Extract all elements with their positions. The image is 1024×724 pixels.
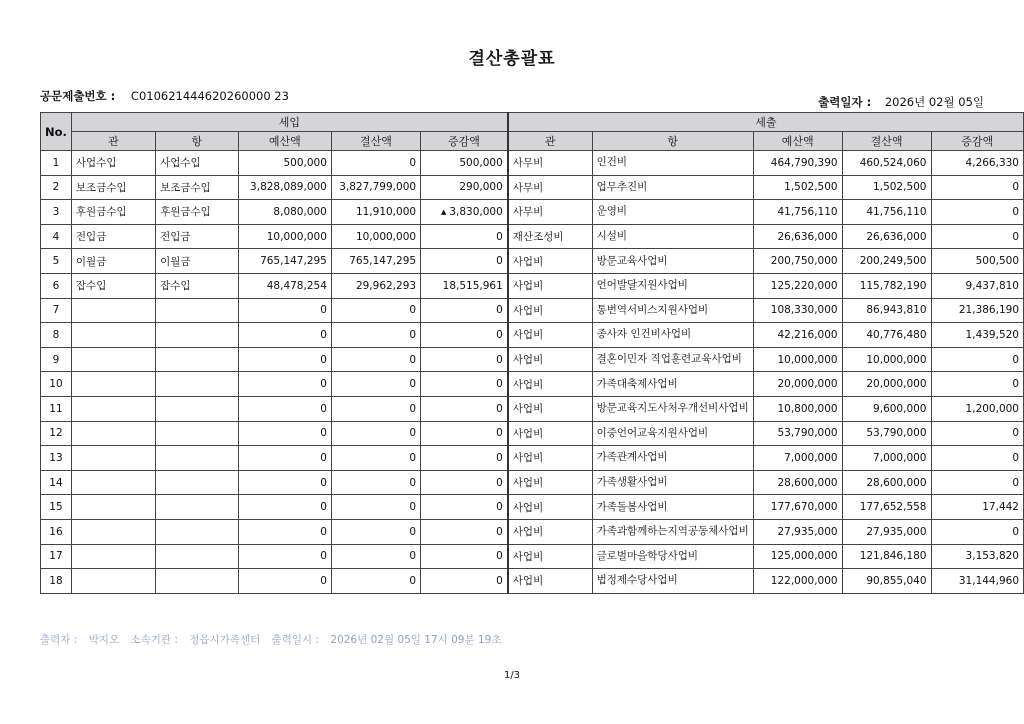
expenditure-hang: 운영비 bbox=[592, 200, 753, 225]
table-row bbox=[41, 396, 1024, 421]
revenue-gwan bbox=[71, 298, 155, 323]
header-revenue-gwan: 관 bbox=[71, 132, 155, 151]
expenditure-settled: 28,600,000 bbox=[842, 470, 931, 495]
settlement-summary-table bbox=[40, 112, 1024, 594]
revenue-change: 290,000 bbox=[421, 175, 508, 200]
expenditure-gwan: 사업비 bbox=[508, 372, 592, 397]
revenue-gwan bbox=[71, 396, 155, 421]
expenditure-change: 1,439,520 bbox=[931, 323, 1024, 348]
revenue-settled: 10,000,000 bbox=[331, 224, 420, 249]
document-number-value: C010621444620260000 23 bbox=[130, 89, 289, 103]
row-no: 8 bbox=[41, 323, 72, 348]
row-no: 17 bbox=[41, 544, 72, 569]
expenditure-hang: 방문교육사업비 bbox=[592, 249, 753, 274]
printer-name: 박지오 bbox=[88, 634, 120, 646]
row-no: 12 bbox=[41, 421, 72, 446]
revenue-budget: 8,080,000 bbox=[238, 200, 331, 225]
expenditure-gwan: 사업비 bbox=[508, 323, 592, 348]
expenditure-budget: 27,935,000 bbox=[753, 519, 842, 544]
page-title: 결산총괄표 bbox=[468, 49, 556, 69]
header-expenditure-settled: 결산액 bbox=[842, 132, 931, 151]
revenue-gwan bbox=[71, 495, 155, 520]
row-no: 15 bbox=[41, 495, 72, 520]
expenditure-gwan: 사업비 bbox=[508, 396, 592, 421]
revenue-settled: 0 bbox=[331, 151, 420, 176]
revenue-change: 18,515,961 bbox=[421, 273, 508, 298]
expenditure-hang: 방문교육지도사처우개선비사업비 bbox=[592, 396, 753, 421]
expenditure-change: 0 bbox=[931, 519, 1024, 544]
expenditure-budget: 20,000,000 bbox=[753, 372, 842, 397]
revenue-budget: 10,000,000 bbox=[238, 224, 331, 249]
table-row bbox=[41, 175, 1024, 200]
org-label: 소속기관 : bbox=[130, 634, 178, 646]
expenditure-change: 0 bbox=[931, 347, 1024, 372]
row-no: 2 bbox=[41, 175, 72, 200]
revenue-change: 0 bbox=[421, 569, 508, 594]
header-revenue-hang: 항 bbox=[156, 132, 239, 151]
row-no: 16 bbox=[41, 519, 72, 544]
revenue-budget: 0 bbox=[238, 495, 331, 520]
expenditure-change: 0 bbox=[931, 446, 1024, 471]
revenue-gwan bbox=[71, 421, 155, 446]
revenue-settled: 0 bbox=[331, 298, 420, 323]
row-no: 3 bbox=[41, 200, 72, 225]
expenditure-change: 17,442 bbox=[931, 495, 1024, 520]
expenditure-budget: 53,790,000 bbox=[753, 421, 842, 446]
revenue-change: 500,000 bbox=[421, 151, 508, 176]
expenditure-gwan: 사업비 bbox=[508, 421, 592, 446]
revenue-settled: 0 bbox=[331, 372, 420, 397]
expenditure-budget: 26,636,000 bbox=[753, 224, 842, 249]
revenue-gwan bbox=[71, 569, 155, 594]
revenue-change: 0 bbox=[421, 249, 508, 274]
revenue-hang bbox=[156, 569, 239, 594]
revenue-settled: 3,827,799,000 bbox=[331, 175, 420, 200]
expenditure-change: 500,500 bbox=[931, 249, 1024, 274]
table-row bbox=[41, 224, 1024, 249]
header-expenditure-gwan: 관 bbox=[508, 132, 592, 151]
document-number-label: 공문제출번호 : bbox=[40, 89, 116, 103]
revenue-budget: 0 bbox=[238, 519, 331, 544]
revenue-settled: 0 bbox=[331, 396, 420, 421]
expenditure-gwan: 사업비 bbox=[508, 544, 592, 569]
table-row bbox=[41, 249, 1024, 274]
expenditure-budget: 122,000,000 bbox=[753, 569, 842, 594]
revenue-hang bbox=[156, 421, 239, 446]
expenditure-hang: 가족대축제사업비 bbox=[592, 372, 753, 397]
expenditure-change: 0 bbox=[931, 421, 1024, 446]
expenditure-settled: 200,249,500 bbox=[842, 249, 931, 274]
revenue-hang: 잡수입 bbox=[156, 273, 239, 298]
print-date bbox=[818, 94, 984, 110]
expenditure-settled: 7,000,000 bbox=[842, 446, 931, 471]
expenditure-hang: 통번역서비스지원사업비 bbox=[592, 298, 753, 323]
header-expenditure-hang: 항 bbox=[592, 132, 753, 151]
expenditure-change: 3,153,820 bbox=[931, 544, 1024, 569]
expenditure-change: 0 bbox=[931, 372, 1024, 397]
table-row bbox=[41, 569, 1024, 594]
table-row bbox=[41, 200, 1024, 225]
expenditure-settled: 20,000,000 bbox=[842, 372, 931, 397]
header-revenue-change: 증감액 bbox=[421, 132, 508, 151]
revenue-budget: 0 bbox=[238, 446, 331, 471]
expenditure-budget: 1,502,500 bbox=[753, 175, 842, 200]
expenditure-change: 0 bbox=[931, 470, 1024, 495]
expenditure-hang: 이중언어교육지원사업비 bbox=[592, 421, 753, 446]
table-row bbox=[41, 446, 1024, 471]
revenue-hang: 전입금 bbox=[156, 224, 239, 249]
print-date-value: 2026년 02월 05일 bbox=[884, 95, 984, 109]
row-no: 7 bbox=[41, 298, 72, 323]
expenditure-budget: 41,756,110 bbox=[753, 200, 842, 225]
expenditure-hang: 가족관계사업비 bbox=[592, 446, 753, 471]
expenditure-settled: 115,782,190 bbox=[842, 273, 931, 298]
revenue-settled: 0 bbox=[331, 470, 420, 495]
header-revenue-settled: 결산액 bbox=[331, 132, 420, 151]
revenue-hang bbox=[156, 446, 239, 471]
revenue-budget: 0 bbox=[238, 470, 331, 495]
document-number bbox=[40, 88, 289, 104]
expenditure-settled: 177,652,558 bbox=[842, 495, 931, 520]
revenue-hang bbox=[156, 347, 239, 372]
revenue-gwan: 후원금수입 bbox=[71, 200, 155, 225]
revenue-hang bbox=[156, 396, 239, 421]
revenue-change-value: 3,830,000 bbox=[449, 205, 503, 218]
expenditure-settled: 26,636,000 bbox=[842, 224, 931, 249]
revenue-hang bbox=[156, 470, 239, 495]
revenue-change: 0 bbox=[421, 396, 508, 421]
expenditure-gwan: 사업비 bbox=[508, 569, 592, 594]
revenue-settled: 0 bbox=[331, 495, 420, 520]
revenue-settled: 0 bbox=[331, 544, 420, 569]
revenue-hang: 보조금수입 bbox=[156, 175, 239, 200]
expenditure-gwan: 재산조성비 bbox=[508, 224, 592, 249]
expenditure-settled: 86,943,810 bbox=[842, 298, 931, 323]
revenue-change: 0 bbox=[421, 544, 508, 569]
revenue-gwan: 전입금 bbox=[71, 224, 155, 249]
header-expenditure: 세출 bbox=[508, 113, 1024, 132]
expenditure-budget: 7,000,000 bbox=[753, 446, 842, 471]
expenditure-change: 0 bbox=[931, 200, 1024, 225]
expenditure-settled: 9,600,000 bbox=[842, 396, 931, 421]
expenditure-gwan: 사업비 bbox=[508, 495, 592, 520]
revenue-settled: 765,147,295 bbox=[331, 249, 420, 274]
expenditure-gwan: 사업비 bbox=[508, 249, 592, 274]
expenditure-budget: 28,600,000 bbox=[753, 470, 842, 495]
expenditure-gwan: 사업비 bbox=[508, 298, 592, 323]
header-revenue-budget: 예산액 bbox=[238, 132, 331, 151]
revenue-budget: 0 bbox=[238, 372, 331, 397]
revenue-hang bbox=[156, 298, 239, 323]
expenditure-budget: 42,216,000 bbox=[753, 323, 842, 348]
expenditure-settled: 1,502,500 bbox=[842, 175, 931, 200]
revenue-change: 0 bbox=[421, 298, 508, 323]
expenditure-settled: 27,935,000 bbox=[842, 519, 931, 544]
expenditure-hang: 인건비 bbox=[592, 151, 753, 176]
expenditure-change: 0 bbox=[931, 175, 1024, 200]
row-no: 10 bbox=[41, 372, 72, 397]
expenditure-budget: 125,220,000 bbox=[753, 273, 842, 298]
revenue-change: 0 bbox=[421, 495, 508, 520]
revenue-budget: 0 bbox=[238, 347, 331, 372]
expenditure-change: 31,144,960 bbox=[931, 569, 1024, 594]
print-footer bbox=[40, 632, 509, 647]
expenditure-settled: 460,524,060 bbox=[842, 151, 931, 176]
row-no: 14 bbox=[41, 470, 72, 495]
table-row bbox=[41, 495, 1024, 520]
revenue-hang bbox=[156, 495, 239, 520]
expenditure-hang: 가족생활사업비 bbox=[592, 470, 753, 495]
expenditure-hang: 종사자 인건비사업비 bbox=[592, 323, 753, 348]
row-no: 5 bbox=[41, 249, 72, 274]
row-no: 11 bbox=[41, 396, 72, 421]
revenue-gwan: 이월금 bbox=[71, 249, 155, 274]
expenditure-gwan: 사업비 bbox=[508, 347, 592, 372]
table-row bbox=[41, 470, 1024, 495]
expenditure-settled: 41,756,110 bbox=[842, 200, 931, 225]
expenditure-settled: 40,776,480 bbox=[842, 323, 931, 348]
page-number: 1/3 bbox=[503, 670, 521, 681]
printer-label: 출력자 : bbox=[40, 634, 78, 646]
revenue-gwan bbox=[71, 347, 155, 372]
revenue-settled: 0 bbox=[331, 569, 420, 594]
print-time: 2026년 02월 05일 17시 09분 19초 bbox=[330, 634, 502, 646]
expenditure-hang: 가족과함께하는지역공동체사업비 bbox=[592, 519, 753, 544]
row-no: 1 bbox=[41, 151, 72, 176]
expenditure-gwan: 사무비 bbox=[508, 151, 592, 176]
revenue-budget: 0 bbox=[238, 544, 331, 569]
table-row bbox=[41, 298, 1024, 323]
revenue-settled: 0 bbox=[331, 347, 420, 372]
revenue-budget: 0 bbox=[238, 323, 331, 348]
expenditure-hang: 결혼이민자 직업훈련교육사업비 bbox=[592, 347, 753, 372]
table-row bbox=[41, 519, 1024, 544]
expenditure-gwan: 사업비 bbox=[508, 446, 592, 471]
expenditure-change: 0 bbox=[931, 224, 1024, 249]
revenue-budget: 3,828,089,000 bbox=[238, 175, 331, 200]
org-name: 정읍시가족센터 bbox=[189, 634, 261, 646]
table-row bbox=[41, 421, 1024, 446]
revenue-gwan: 잡수입 bbox=[71, 273, 155, 298]
revenue-budget: 48,478,254 bbox=[238, 273, 331, 298]
expenditure-gwan: 사업비 bbox=[508, 519, 592, 544]
expenditure-budget: 108,330,000 bbox=[753, 298, 842, 323]
revenue-budget: 0 bbox=[238, 569, 331, 594]
revenue-settled: 0 bbox=[331, 446, 420, 471]
revenue-gwan: 사업수입 bbox=[71, 151, 155, 176]
expenditure-gwan: 사업비 bbox=[508, 273, 592, 298]
expenditure-change: 1,200,000 bbox=[931, 396, 1024, 421]
header-revenue: 세입 bbox=[71, 113, 507, 132]
revenue-change: 0 bbox=[421, 372, 508, 397]
decrease-mark-icon: ▲ bbox=[440, 207, 447, 216]
revenue-change: 0 bbox=[421, 519, 508, 544]
revenue-hang: 사업수입 bbox=[156, 151, 239, 176]
revenue-hang bbox=[156, 323, 239, 348]
revenue-change bbox=[421, 200, 508, 225]
header-no: No. bbox=[41, 113, 72, 151]
expenditure-budget: 125,000,000 bbox=[753, 544, 842, 569]
revenue-gwan bbox=[71, 470, 155, 495]
expenditure-gwan: 사업비 bbox=[508, 470, 592, 495]
expenditure-settled: 121,846,180 bbox=[842, 544, 931, 569]
row-no: 18 bbox=[41, 569, 72, 594]
expenditure-budget: 177,670,000 bbox=[753, 495, 842, 520]
header-expenditure-budget: 예산액 bbox=[753, 132, 842, 151]
row-no: 9 bbox=[41, 347, 72, 372]
table-body bbox=[41, 151, 1024, 594]
expenditure-gwan: 사무비 bbox=[508, 200, 592, 225]
revenue-budget: 0 bbox=[238, 396, 331, 421]
expenditure-hang: 시설비 bbox=[592, 224, 753, 249]
revenue-budget: 0 bbox=[238, 421, 331, 446]
expenditure-hang: 언어발달지원사업비 bbox=[592, 273, 753, 298]
expenditure-change: 21,386,190 bbox=[931, 298, 1024, 323]
revenue-change: 0 bbox=[421, 421, 508, 446]
revenue-settled: 0 bbox=[331, 323, 420, 348]
expenditure-settled: 10,000,000 bbox=[842, 347, 931, 372]
expenditure-hang: 글로벌마을학당사업비 bbox=[592, 544, 753, 569]
expenditure-change: 9,437,810 bbox=[931, 273, 1024, 298]
expenditure-budget: 10,000,000 bbox=[753, 347, 842, 372]
revenue-hang: 후원금수입 bbox=[156, 200, 239, 225]
expenditure-gwan: 사무비 bbox=[508, 175, 592, 200]
revenue-settled: 29,962,293 bbox=[331, 273, 420, 298]
expenditure-hang: 법정제수당사업비 bbox=[592, 569, 753, 594]
expenditure-change: 4,266,330 bbox=[931, 151, 1024, 176]
revenue-change: 0 bbox=[421, 347, 508, 372]
print-date-label: 출력일자 : bbox=[818, 95, 872, 109]
header-expenditure-change: 증감액 bbox=[931, 132, 1024, 151]
revenue-settled: 0 bbox=[331, 519, 420, 544]
revenue-budget: 765,147,295 bbox=[238, 249, 331, 274]
revenue-change: 0 bbox=[421, 224, 508, 249]
header-row-1 bbox=[41, 113, 1024, 132]
revenue-gwan bbox=[71, 372, 155, 397]
revenue-settled: 0 bbox=[331, 421, 420, 446]
revenue-gwan bbox=[71, 323, 155, 348]
table-row bbox=[41, 372, 1024, 397]
table-row bbox=[41, 544, 1024, 569]
revenue-gwan bbox=[71, 519, 155, 544]
revenue-hang bbox=[156, 372, 239, 397]
table-row bbox=[41, 323, 1024, 348]
row-no: 13 bbox=[41, 446, 72, 471]
expenditure-settled: 53,790,000 bbox=[842, 421, 931, 446]
print-time-label: 출력일시 : bbox=[271, 634, 320, 646]
revenue-gwan: 보조금수입 bbox=[71, 175, 155, 200]
table-row bbox=[41, 347, 1024, 372]
expenditure-hang: 가족돌봄사업비 bbox=[592, 495, 753, 520]
row-no: 4 bbox=[41, 224, 72, 249]
revenue-gwan bbox=[71, 544, 155, 569]
revenue-change: 0 bbox=[421, 446, 508, 471]
revenue-change: 0 bbox=[421, 323, 508, 348]
revenue-settled: 11,910,000 bbox=[331, 200, 420, 225]
row-no: 6 bbox=[41, 273, 72, 298]
table-row bbox=[41, 151, 1024, 176]
table-row bbox=[41, 273, 1024, 298]
expenditure-budget: 200,750,000 bbox=[753, 249, 842, 274]
expenditure-budget: 464,790,390 bbox=[753, 151, 842, 176]
expenditure-budget: 10,800,000 bbox=[753, 396, 842, 421]
revenue-gwan bbox=[71, 446, 155, 471]
revenue-change: 0 bbox=[421, 470, 508, 495]
revenue-hang bbox=[156, 519, 239, 544]
expenditure-settled: 90,855,040 bbox=[842, 569, 931, 594]
header-row-2 bbox=[41, 132, 1024, 151]
revenue-budget: 500,000 bbox=[238, 151, 331, 176]
revenue-budget: 0 bbox=[238, 298, 331, 323]
expenditure-hang: 업무추진비 bbox=[592, 175, 753, 200]
revenue-hang: 이월금 bbox=[156, 249, 239, 274]
revenue-hang bbox=[156, 544, 239, 569]
